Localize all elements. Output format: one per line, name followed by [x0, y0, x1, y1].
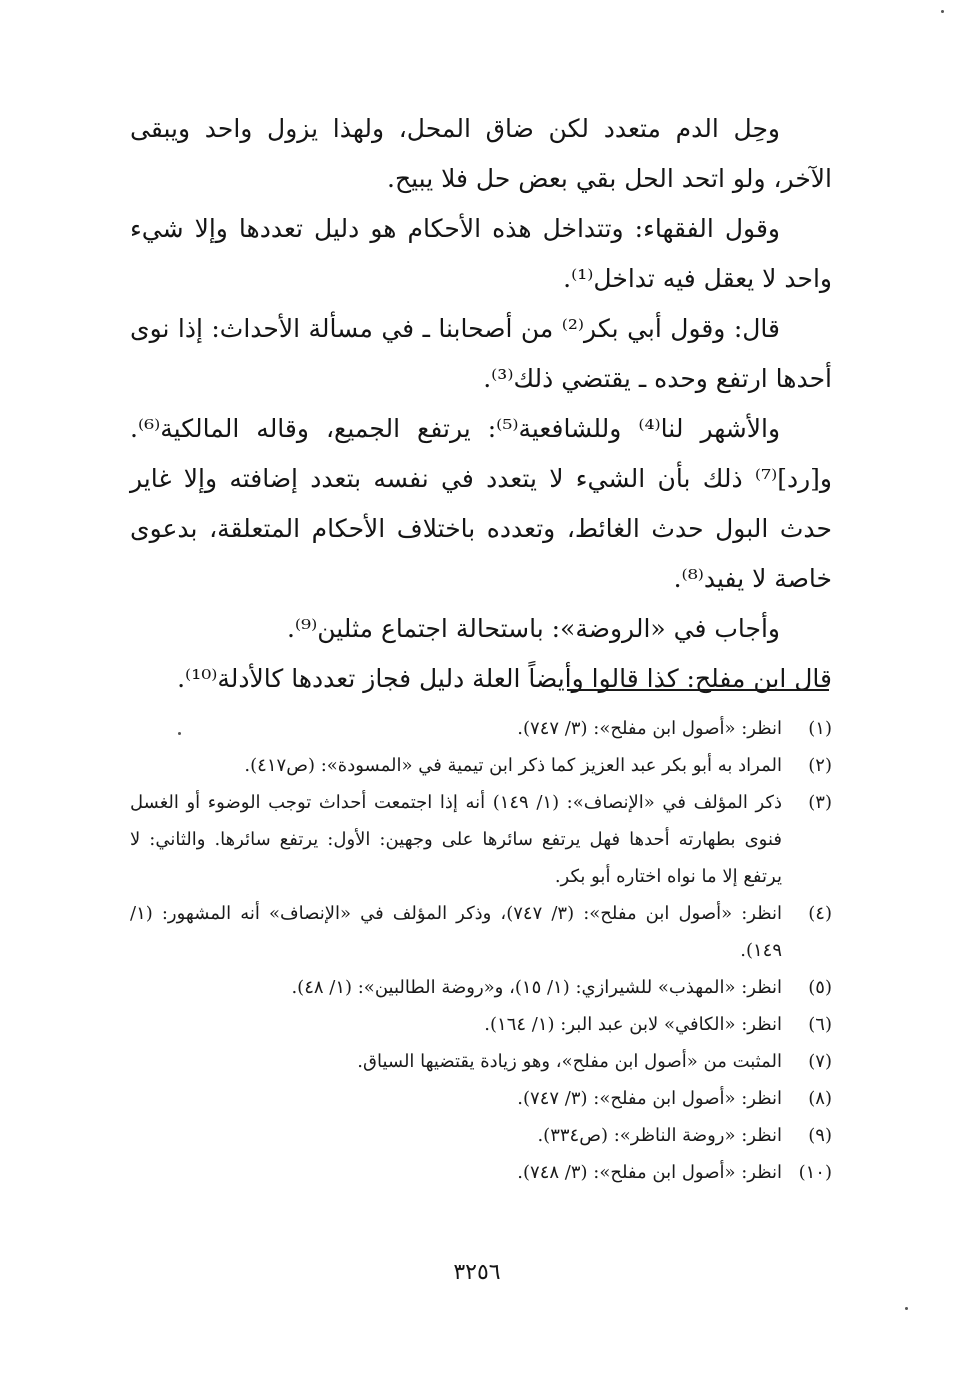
- footnote-number: (٤): [808, 903, 832, 924]
- footnote-text: المراد به أبو بكر عبد العزيز كما ذكر ابن تيمية في «المسودة»: (ص٤١٧).: [244, 755, 782, 776]
- footnote: [130, 747, 832, 784]
- footnote-number: (١٠): [798, 1162, 832, 1183]
- footnote: [130, 710, 832, 747]
- footnote-text: المثبت من «أصول ابن مفلح»، وهو زيادة يقتضيها السياق.: [357, 1051, 782, 1072]
- body-paragraph: والأشهر لنا⁽⁴⁾ وللشافعية⁽⁵⁾: يرتفع الجميع، وقاله المالكية⁽⁶⁾. و[رد]⁽⁷⁾ ذلك بأن الشيء لا يتعدد في نفسه بتعدد إضافته وإلا غاير حدث البول حدث الغائط، وتعدده باختلاف الأحكام المتعلقة، بدعوى خاصة لا يفيد⁽⁸⁾.: [130, 414, 832, 593]
- footnote-number: (٥): [808, 977, 832, 998]
- footnote: [130, 895, 832, 969]
- footnote-divider: [567, 689, 829, 691]
- footnote: [130, 784, 832, 895]
- footnote-text: انظر: «روضة الناظر»: (ص٣٣٤).: [537, 1125, 782, 1146]
- footnote-number: (٩): [808, 1125, 832, 1146]
- footnote-number: (٢): [808, 755, 832, 776]
- body-paragraph: وقول الفقهاء: وتتداخل هذه الأحكام هو دليل تعددها وإلا شيء واحد لا يعقل فيه تداخل⁽¹⁾.: [130, 214, 832, 293]
- footnote: [130, 1006, 832, 1043]
- footnote-number: (٧): [808, 1051, 832, 1072]
- main-body-text: [130, 104, 832, 704]
- footnote-text: انظر: «أصول ابن مفلح»: (٣/ ٧٤٧).: [517, 718, 782, 739]
- footnote: [130, 1080, 832, 1117]
- scan-speck: [941, 10, 944, 13]
- body-paragraph: وأجاب في «الروضة»: باستحالة اجتماع مثلين⁽⁹⁾.: [286, 614, 780, 643]
- scan-speck: [905, 1307, 908, 1310]
- footnote-text: ذكر المؤلف في «الإنصاف»: (١/ ١٤٩) أنه إذا اجتمعت أحداث توجب الوضوء أو الغسل فنوى بطهارته أحدها فهل يرتفع سائرها على وجهين: الأول: يرتفع سائرها. والثاني: لا يرتفع إلا ما نواه اختاره أبو بكر.: [130, 792, 782, 887]
- footnote-number: (٨): [808, 1088, 832, 1109]
- footnote-number: (٦): [808, 1014, 832, 1035]
- footnote: [130, 1043, 832, 1080]
- footnote: [130, 1117, 832, 1154]
- page-number: ٣٢٥٦: [453, 1260, 501, 1285]
- body-paragraph: وحِل الدم متعدد لكن ضاق المحل، ولهذا يزول واحد ويبقى الآخر، ولو اتحد الحل بقي بعض حل فلا يبيح.: [130, 114, 832, 193]
- footnote-text: انظر: «المهذب» للشيرازي: (١/ ١٥)، و«روضة الطالبين»: (١/ ٤٨).: [291, 977, 782, 998]
- footnotes-section: [130, 710, 832, 1191]
- footnote: [130, 969, 832, 1006]
- body-paragraph: قال ابن مفلح: كذا قالوا وأيضاً العلة دليل فجاز تعددها كالأدلة⁽¹⁰⁾.: [177, 664, 832, 693]
- body-paragraph: قال: وقول أبي بكر⁽²⁾ من أصحابنا ـ في مسألة الأحداث: إذا نوى أحدها ارتفع وحده ـ يقتضي ذلك⁽³⁾.: [130, 314, 832, 393]
- footnote-text: انظر: «الكافي» لابن عبد البر: (١/ ١٦٤).: [484, 1014, 782, 1035]
- footnote-text: انظر: «أصول ابن مفلح»: (٣/ ٧٤٨).: [517, 1162, 782, 1183]
- scan-speck: [178, 732, 181, 735]
- footnote-text: انظر: «أصول ابن مفلح»: (٣/ ٧٤٧)، وذكر المؤلف في «الإنصاف» أنه المشهور: (١/ ١٤٩).: [130, 903, 782, 961]
- footnote: [130, 1154, 832, 1191]
- footnote-number: (٣): [808, 792, 832, 813]
- footnote-text: انظر: «أصول ابن مفلح»: (٣/ ٧٤٧).: [517, 1088, 782, 1109]
- footnote-number: (١): [808, 718, 832, 739]
